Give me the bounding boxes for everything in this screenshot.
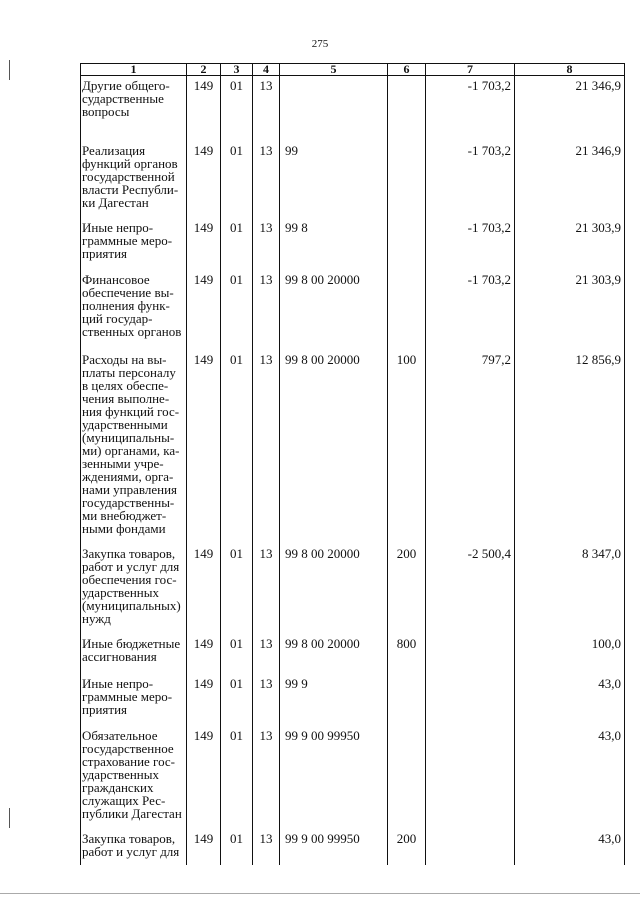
row-name: Другие общего- сударственные вопросы xyxy=(81,76,187,141)
table-row xyxy=(81,674,625,726)
column-header-1: 1 xyxy=(81,64,187,76)
row-ministry: 149 xyxy=(187,829,221,865)
row-expense-type xyxy=(388,218,426,270)
table-row xyxy=(81,544,625,634)
row-ministry: 149 xyxy=(187,674,221,726)
table-header-row xyxy=(81,64,625,76)
budget-table xyxy=(80,63,625,865)
row-expense-type: 200 xyxy=(388,829,426,865)
table-row xyxy=(81,218,625,270)
row-total: 8 347,0 xyxy=(515,544,625,634)
row-total: 43,0 xyxy=(515,829,625,865)
row-total: 43,0 xyxy=(515,674,625,726)
row-expense-type: 100 xyxy=(388,350,426,544)
column-header-8: 8 xyxy=(515,64,625,76)
row-expense-type xyxy=(388,674,426,726)
row-expense-type xyxy=(388,270,426,350)
row-section: 01 xyxy=(221,141,253,218)
row-target: 99 9 00 99950 xyxy=(280,829,388,865)
row-change xyxy=(426,829,515,865)
row-subsection: 13 xyxy=(253,76,280,141)
row-section: 01 xyxy=(221,544,253,634)
row-ministry: 149 xyxy=(187,270,221,350)
row-change: -1 703,2 xyxy=(426,218,515,270)
row-change: -2 500,4 xyxy=(426,544,515,634)
row-subsection: 13 xyxy=(253,218,280,270)
table-row xyxy=(81,726,625,829)
row-name: Расходы на вы- платы персоналу в целях обеспе- чения выполне- ния функций гос- ударственными (муниципальны- ми) органами, ка- зенными учре- ждениями, орга- нами управления государственны- ми внебюджет- ными фондами xyxy=(81,350,187,544)
scan-bottom-edge xyxy=(0,893,640,894)
row-ministry: 149 xyxy=(187,76,221,141)
column-header-3: 3 xyxy=(221,64,253,76)
row-expense-type: 200 xyxy=(388,544,426,634)
row-target: 99 9 00 99950 xyxy=(280,726,388,829)
row-change: -1 703,2 xyxy=(426,76,515,141)
row-name: Закупка товаров, работ и услуг для xyxy=(81,829,187,865)
row-ministry: 149 xyxy=(187,218,221,270)
row-section: 01 xyxy=(221,270,253,350)
row-total: 21 346,9 xyxy=(515,76,625,141)
row-target: 99 8 00 20000 xyxy=(280,350,388,544)
row-name: Финансовое обеспечение вы- полнения функ- ций государ- ственных органов xyxy=(81,270,187,350)
row-subsection: 13 xyxy=(253,726,280,829)
row-subsection: 13 xyxy=(253,350,280,544)
row-ministry: 149 xyxy=(187,634,221,674)
row-change: -1 703,2 xyxy=(426,270,515,350)
row-target: 99 8 00 20000 xyxy=(280,544,388,634)
column-header-2: 2 xyxy=(187,64,221,76)
row-section: 01 xyxy=(221,350,253,544)
row-section: 01 xyxy=(221,829,253,865)
column-header-4: 4 xyxy=(253,64,280,76)
row-section: 01 xyxy=(221,674,253,726)
table-row xyxy=(81,270,625,350)
row-change xyxy=(426,634,515,674)
row-total: 12 856,9 xyxy=(515,350,625,544)
row-total: 21 346,9 xyxy=(515,141,625,218)
row-name: Закупка товаров, работ и услуг для обеспечения гос- ударственных (муниципальных) нужд xyxy=(81,544,187,634)
row-total: 100,0 xyxy=(515,634,625,674)
margin-tick-bottom xyxy=(9,808,10,828)
row-change xyxy=(426,674,515,726)
table-row xyxy=(81,76,625,141)
row-expense-type xyxy=(388,76,426,141)
row-total: 21 303,9 xyxy=(515,270,625,350)
row-section: 01 xyxy=(221,634,253,674)
row-section: 01 xyxy=(221,726,253,829)
row-subsection: 13 xyxy=(253,829,280,865)
row-subsection: 13 xyxy=(253,141,280,218)
row-total: 21 303,9 xyxy=(515,218,625,270)
row-ministry: 149 xyxy=(187,141,221,218)
row-section: 01 xyxy=(221,218,253,270)
row-name: Иные непро- граммные меро- приятия xyxy=(81,218,187,270)
row-subsection: 13 xyxy=(253,544,280,634)
row-total: 43,0 xyxy=(515,726,625,829)
row-change xyxy=(426,726,515,829)
row-target: 99 9 xyxy=(280,674,388,726)
margin-tick-top xyxy=(9,60,10,80)
column-header-5: 5 xyxy=(280,64,388,76)
row-subsection: 13 xyxy=(253,634,280,674)
row-target: 99 8 00 20000 xyxy=(280,634,388,674)
page-number: 275 xyxy=(311,38,329,50)
row-subsection: 13 xyxy=(253,674,280,726)
row-target: 99 xyxy=(280,141,388,218)
row-ministry: 149 xyxy=(187,544,221,634)
row-change: -1 703,2 xyxy=(426,141,515,218)
row-ministry: 149 xyxy=(187,350,221,544)
row-target: 99 8 xyxy=(280,218,388,270)
column-header-7: 7 xyxy=(426,64,515,76)
row-ministry: 149 xyxy=(187,726,221,829)
row-target xyxy=(280,76,388,141)
row-expense-type: 800 xyxy=(388,634,426,674)
row-name: Иные бюджетные ассигнования xyxy=(81,634,187,674)
row-expense-type xyxy=(388,141,426,218)
column-header-6: 6 xyxy=(388,64,426,76)
row-name: Обязательное государственное страхование гос- ударственных гражданских служащих Рес- публики Дагестан xyxy=(81,726,187,829)
table-row xyxy=(81,141,625,218)
row-section: 01 xyxy=(221,76,253,141)
table-row xyxy=(81,350,625,544)
row-name: Реализация функций органов государственной власти Республи- ки Дагестан xyxy=(81,141,187,218)
row-expense-type xyxy=(388,726,426,829)
row-target: 99 8 00 20000 xyxy=(280,270,388,350)
row-change: 797,2 xyxy=(426,350,515,544)
table-row xyxy=(81,829,625,865)
table-row xyxy=(81,634,625,674)
row-subsection: 13 xyxy=(253,270,280,350)
row-name: Иные непро- граммные меро- приятия xyxy=(81,674,187,726)
